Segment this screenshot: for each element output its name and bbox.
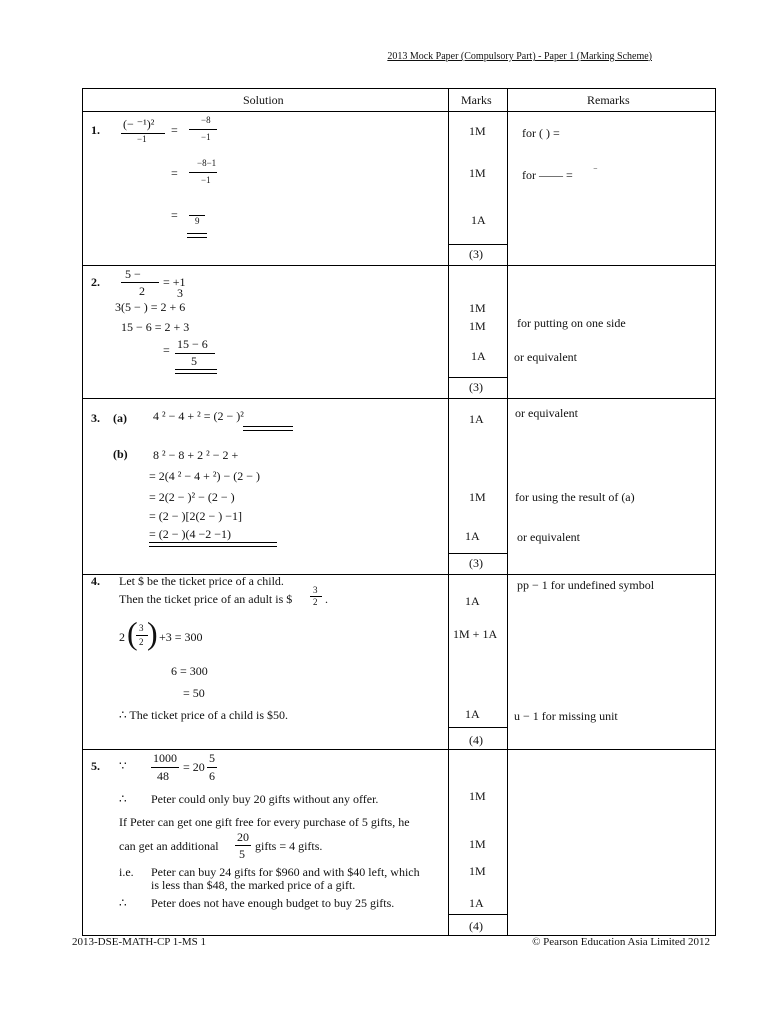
q2-lhs-denominator: 2 [139, 284, 145, 298]
q3-b-answer-underline [149, 542, 277, 547]
row-divider-q4 [83, 749, 715, 750]
q3-mark-1: 1A [469, 412, 484, 426]
header-marks: Marks [461, 93, 492, 107]
q4-total: (4) [469, 733, 483, 747]
q2-answer-denominator: 5 [191, 354, 197, 368]
q2-rhs-denominator: 3 [177, 286, 183, 300]
q1-equals-1: = [171, 123, 178, 137]
q3-b-line-5: = (2 − )(4 −2 −1) [149, 527, 232, 541]
q2-remark-1: for putting on one side [517, 316, 626, 330]
question-number-3: 3. [91, 411, 100, 425]
q5-division-fraction-bar [151, 767, 179, 768]
q3-total: (3) [469, 556, 483, 570]
q5-mark-3: 1M [469, 864, 486, 878]
q4-adult-fraction-denominator: 2 [313, 597, 318, 607]
q4-eq-rhs: +3 = 300 [159, 630, 203, 644]
column-divider-remarks [507, 89, 508, 935]
q1-lhs-numerator: (− ⁻¹)² [123, 117, 155, 131]
q5-equals-20: = 20 [183, 760, 205, 774]
q3-remark-3: or equivalent [517, 530, 580, 544]
q1-remark-2-sup: ⁻ [593, 165, 598, 175]
q4-line-6: 6 = 300 [171, 664, 208, 678]
q5-division-numerator: 1000 [153, 751, 177, 765]
q2-mark-2: 1M [469, 319, 486, 333]
q5-total: (4) [469, 919, 483, 933]
q3-part-b-label: (b) [113, 447, 128, 461]
q2-answer-numerator: 15 − 6 [177, 337, 208, 351]
subtotal-line-q4 [448, 727, 507, 728]
q3-b-line-1: 8 ² − 8 + 2 ² − 2 + [153, 448, 239, 462]
subtotal-line-q5 [448, 914, 507, 915]
q3-remark-1: or equivalent [515, 406, 578, 420]
q5-therefore-2: ∴ [119, 896, 127, 910]
q1-remark-1: for ( ) = [522, 126, 560, 140]
q1-mark-2: 1M [469, 166, 486, 180]
q4-mark-1: 1A [465, 594, 480, 608]
q5-line-5: is less than $48, the marked price of a gift. [151, 878, 356, 892]
q5-additional-denominator: 5 [239, 847, 245, 861]
q2-answer-underline [175, 369, 217, 374]
q5-line-1: Peter could only buy 20 gifts without any offer. [151, 792, 379, 806]
row-divider-q1 [83, 265, 715, 266]
question-number-4: 4. [91, 574, 100, 588]
q5-mixed-numerator: 5 [209, 751, 215, 765]
q4-eq-right-paren: ) [147, 615, 158, 651]
footer-code: 2013-DSE-MATH-CP 1-MS 1 [72, 936, 207, 948]
subtotal-line-q1 [448, 244, 507, 245]
q3-mark-3: 1A [465, 529, 480, 543]
q1-line3-equals: = [171, 208, 178, 222]
q4-remark-2: u − 1 for missing unit [514, 709, 618, 723]
q5-because-symbol: ∵ [119, 759, 127, 773]
q4-line-7: = 50 [183, 686, 205, 700]
q5-mark-4: 1A [469, 896, 484, 910]
q1-line2-equals: = [171, 166, 178, 180]
q3-remark-2: for using the result of (a) [515, 490, 635, 504]
q1-total: (3) [469, 247, 483, 261]
q4-line-1: Let $ be the ticket price of a child. [119, 574, 284, 588]
q3-part-a-label: (a) [113, 411, 127, 425]
question-number-5: 5. [91, 759, 100, 773]
q1-mark-3: 1A [471, 213, 486, 227]
footer-copyright: © Pearson Education Asia Limited 2012 [532, 936, 710, 948]
q4-eq-coefficient: 2 [119, 630, 125, 644]
q5-ie-label: i.e. [119, 865, 134, 879]
q2-mark-3: 1A [471, 349, 486, 363]
q1-rhs-fraction-bar [189, 129, 217, 130]
q4-mark-3: 1A [465, 707, 480, 721]
q5-therefore-1: ∴ [119, 792, 127, 806]
q5-additional-numerator: 20 [237, 830, 249, 844]
q4-mark-2: 1M + 1A [453, 627, 498, 641]
q2-line-2: 3(5 − ) = 2 + 6 [115, 300, 186, 314]
q2-rhs: = +1 [163, 275, 186, 289]
q1-lhs-denominator: −1 [137, 134, 147, 144]
q5-mark-1: 1M [469, 789, 486, 803]
page-header-title: 2013 Mock Paper (Compulsory Part) - Paper 1 (Marking Scheme) [387, 51, 652, 62]
header-row-divider [83, 111, 715, 112]
q4-adult-period: . [325, 592, 328, 606]
q3-b-line-3: = 2(2 − )² − (2 − ) [149, 490, 235, 504]
q5-mark-2: 1M [469, 837, 486, 851]
header-solution: Solution [243, 93, 284, 107]
q5-line-4: Peter can buy 24 gifts for $960 and with $40 left, which [151, 865, 420, 879]
q4-line-2: Then the ticket price of an adult is $ [119, 592, 293, 606]
q1-remark-2: for —— = [522, 168, 573, 182]
q2-remark-2: or equivalent [514, 350, 577, 364]
q4-conclusion: ∴ The ticket price of a child is $50. [119, 708, 289, 722]
q1-answer-underline [187, 233, 207, 238]
q5-line-3-end: gifts = 4 gifts. [255, 839, 323, 853]
subtotal-line-q3 [448, 553, 507, 554]
q1-line3-denominator: 9 [195, 216, 200, 226]
q3-part-a-underline [243, 426, 293, 431]
q1-line2-numerator: −8−1 [197, 158, 217, 168]
q2-total: (3) [469, 380, 483, 394]
q5-mixed-fraction-bar [207, 767, 217, 768]
q3-b-line-4: = (2 − )[2(2 − ) −1] [149, 509, 243, 523]
q1-rhs-denominator: −1 [201, 132, 211, 142]
q4-eq-fraction-numerator: 3 [139, 623, 144, 633]
row-divider-q2 [83, 398, 715, 399]
q1-rhs-numerator: −8 [201, 115, 211, 125]
marking-scheme-table [82, 88, 716, 936]
q1-mark-1: 1M [469, 124, 486, 138]
q2-lhs-fraction-bar [121, 282, 159, 283]
q4-eq-fraction-denominator: 2 [139, 637, 144, 647]
q5-line-2: If Peter can get one gift free for every purchase of 5 gifts, he [119, 815, 410, 829]
q1-line2-fraction-bar [189, 172, 217, 173]
question-number-2: 2. [91, 275, 100, 289]
q3-b-line-2: = 2(4 ² − 4 + ²) − (2 − ) [149, 469, 261, 483]
header-remarks: Remarks [587, 93, 630, 107]
q5-conclusion: Peter does not have enough budget to buy 25 gifts. [151, 896, 395, 910]
q4-eq-left-paren: ( [127, 615, 138, 651]
subtotal-line-q2 [448, 377, 507, 378]
q3-part-a-line: 4 ² − 4 + ² = (2 − )² [153, 409, 244, 423]
q1-line2-denominator: −1 [201, 175, 211, 185]
q5-mixed-denominator: 6 [209, 769, 215, 783]
column-divider-marks [448, 89, 449, 935]
question-number-1: 1. [91, 123, 100, 137]
q5-division-denominator: 48 [157, 769, 169, 783]
q5-additional-fraction-bar [235, 845, 251, 846]
q2-line-4-equals: = [163, 343, 170, 357]
q4-adult-fraction-numerator: 3 [313, 585, 318, 595]
q2-line-3: 15 − 6 = 2 + 3 [121, 320, 190, 334]
q2-lhs-numerator: 5 − [125, 267, 141, 281]
q3-mark-2: 1M [469, 490, 486, 504]
q5-line-3: can get an additional [119, 839, 219, 853]
q2-mark-1: 1M [469, 301, 486, 315]
q4-remark-1: pp − 1 for undefined symbol [517, 578, 655, 592]
